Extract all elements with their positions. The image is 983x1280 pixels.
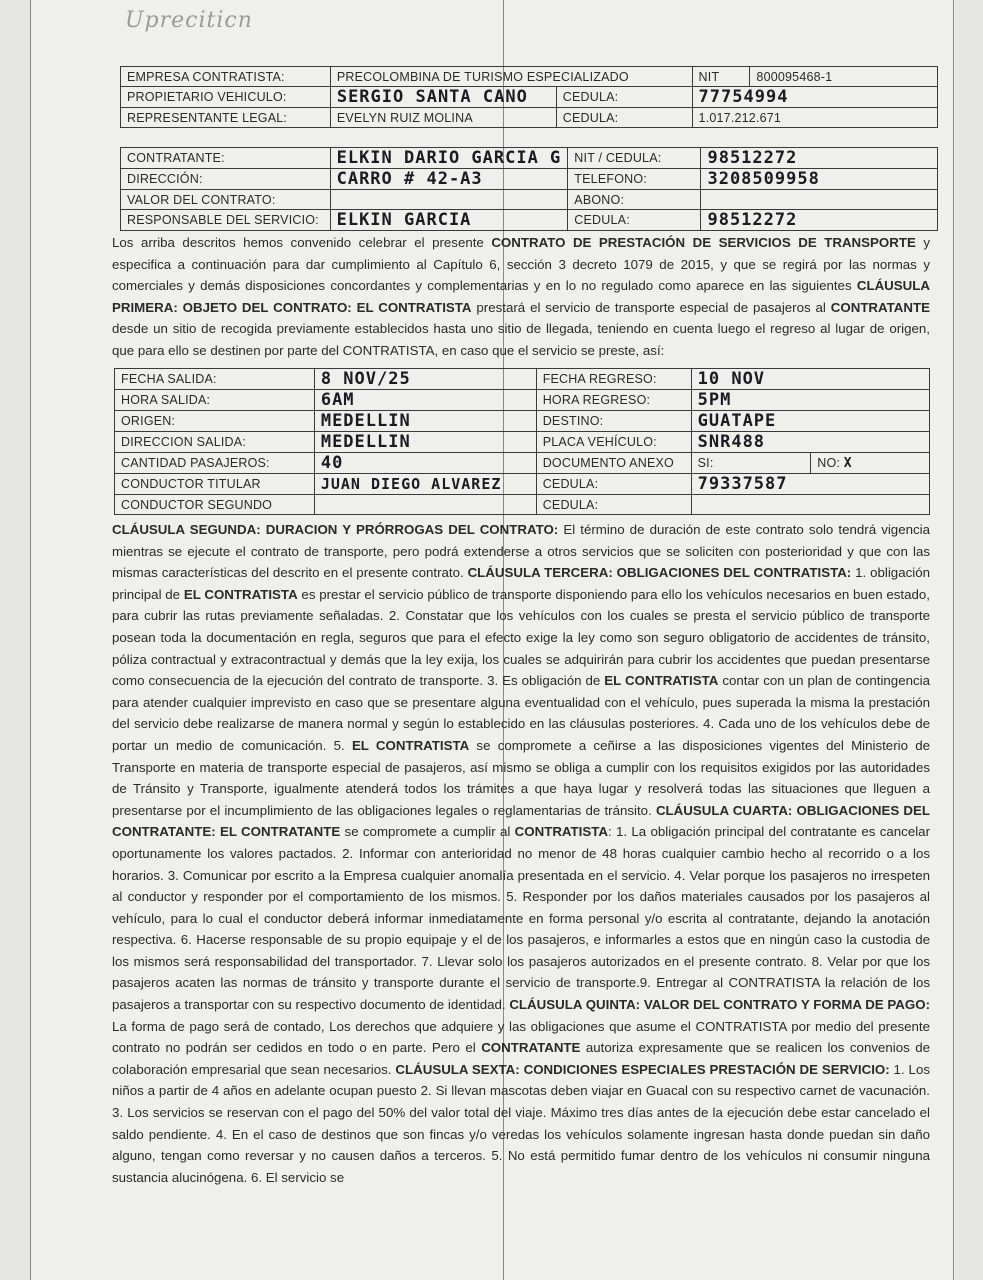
conductor-titular-label: CONDUCTOR TITULAR	[115, 474, 315, 495]
fecha-regreso-label: FECHA REGRESO:	[536, 369, 691, 390]
owner-cedula-value: 77754994	[692, 87, 937, 108]
placa-label: PLACA VEHÍCULO:	[536, 432, 691, 453]
cantidad-label: CANTIDAD PASAJEROS:	[115, 453, 315, 474]
no-cell	[811, 453, 930, 474]
contratista-label: EMPRESA CONTRATISTA:	[121, 67, 331, 87]
clause6-text: 1. Los niños a partir de 4 años en adelante ocupan puesto 2. Si llevan mascotas deben viajar en Guacal con su respectivo carnet de vacunación. 3. Los servicios se reservan con el pago del 50% del valor total del viaje. Máximo tres días antes de la ejecución debe estar cancelado el saldo pendiente. 4. En el caso de destinos que son fincas y/o veredas los vehículos solamente ingresan hasta donde puedan sin daño alguno, tengan como reversar y no causen daños a terceros. 5. No está permitido fumar dentro de los vehículos ni consumir ninguna sustancia alucinógena. 6. El servicio se	[112, 1061, 930, 1185]
nit-label: NIT	[692, 67, 750, 87]
header-scribble: Upreciticn	[125, 8, 253, 33]
si-label: SI:	[691, 453, 811, 474]
valor-value	[330, 190, 568, 210]
clause4-contratista: CONTRATISTA	[514, 824, 608, 840]
clause2-text: El término de duración de este contrato solo tendrá vigencia mientras se ejecute el contrato de transporte, pero podrá extenderse a otros servicios que se soliciten con posterioridad y que con las mismas características del descrito en el presente contrato.	[112, 522, 930, 581]
clause1-text-b: desde un sitio de recogida previamente establecidos hasta uno sitio de llegada, teniendo en cuenta luego el regreso al lugar de origen, que para ello se destinen por parte del CONTRATISTA, en caso que el servicio se preste, así:	[112, 321, 930, 358]
responsable-value: ELKIN GARCIA	[330, 210, 568, 231]
company-table	[120, 66, 938, 128]
nit-cedula-value: 98512272	[701, 148, 938, 169]
hora-salida-label: HORA SALIDA:	[115, 390, 315, 411]
cedula-segundo-value	[691, 495, 929, 515]
propietario-label: PROPIETARIO VEHICULO:	[121, 87, 331, 108]
hora-salida-value: 6AM	[314, 390, 536, 411]
direccion-salida-value: MEDELLIN	[314, 432, 536, 453]
clause1-title: CLÁUSULA PRIMERA: OBJETO DEL CONTRATO: EL CONTRATISTA	[112, 278, 930, 315]
origen-label: ORIGEN:	[115, 411, 315, 432]
clause3-text-d: se compromete a ceñirse a las disposiciones vigentes del Ministerio de Transporte en materia de transporte especial de pasajeros, así mismo se obliga a cumplir con los requisitos exigidos por las autoridades de Tránsito y Transporte, igualmente atenderá todos los trámites a que haya lugar y resolverá todas las situaciones que lleguen a presentarse por el incumplimiento de las obligaciones legales o reglamentarias de tránsito.	[112, 737, 930, 818]
hora-regreso-value: 5PM	[691, 390, 929, 411]
contract-title: CONTRATO DE PRESTACIÓN DE SERVICIOS DE TRANSPORTE	[491, 235, 916, 250]
cedula-segundo-label: CEDULA:	[536, 495, 691, 515]
responsable-cedula-value: 98512272	[701, 210, 938, 231]
responsable-cedula-label: CEDULA:	[568, 210, 701, 231]
clause5-title: CLÁUSULA QUINTA: VALOR DEL CONTRATO Y FORMA DE PAGO:	[509, 997, 930, 1013]
clause6-title: CLÁUSULA SEXTA: CONDICIONES ESPECIALES PRESTACIÓN DE SERVICIO:	[395, 1061, 890, 1077]
contratista-value: PRECOLOMBINA DE TURISMO ESPECIALIZADO	[330, 67, 692, 87]
destino-value: GUATAPE	[691, 411, 929, 432]
representante-value: EVELYN RUIZ MOLINA	[330, 108, 556, 128]
intro-text: Los arriba descritos hemos convenido celebrar el presente	[112, 235, 492, 250]
clause3-contratista-2: EL CONTRATISTA	[604, 673, 719, 689]
telefono-label: TELEFONO:	[568, 169, 701, 190]
direccion-label: DIRECCIÓN:	[121, 169, 331, 190]
clause2-title: CLÁUSULA SEGUNDA: DURACION Y PRÓRROGAS DEL CONTRATO:	[112, 522, 559, 537]
cantidad-value: 40	[314, 453, 536, 474]
clause1-text-a: prestará el servicio de transporte especial de pasajeros al	[471, 299, 831, 315]
contratante-label: CONTRATANTE:	[121, 148, 331, 169]
placa-value: SNR488	[691, 432, 929, 453]
clause3-text-c: contar con un plan de contingencia para atender cualquier imprevisto en caso que se presentare alguna eventualidad con el vehículo, pues superada la misma la prestación del servicio debe realizarse de manera normal y según lo establecido en las cláusulas posteriores. 4. Cada uno de los vehículos debe de portar un medio de comunicación. 5.	[112, 673, 930, 753]
cedula-titular-label: CEDULA:	[536, 474, 691, 495]
clause3-contratista-3: EL CONTRATISTA	[351, 737, 470, 753]
owner-cedula-label: CEDULA:	[556, 87, 692, 108]
intro-rest: y especifica a continuación para dar cumplimiento al Capítulo 6, sección 3 decreto 1079 de 2015, y que se regirá por las normas y comerciales y demás disposiciones concordantes y complementarias y en lo no regulado como aparece en las siguientes	[112, 235, 930, 294]
conductor-segundo-label: CONDUCTOR SEGUNDO	[115, 495, 315, 515]
propietario-value: SERGIO SANTA CANO	[330, 87, 556, 108]
abono-value	[701, 190, 938, 210]
fecha-regreso-value: 10 NOV	[691, 369, 929, 390]
client-table	[120, 147, 938, 231]
conductor-segundo-value	[314, 495, 536, 515]
clause4-text-b: : 1. La obligación principal del contratante es cancelar oportunamente los valores pactados. 2. Informar con anterioridad no menor de 48 horas cualquier cambio hecho al recorrido o a los horarios. 3. Comunicar por escrito a la Empresa cualquier anomalía presentada en el servicio. 4. Velar porque los pasajeros no irrespeten al conductor y responder por el comportamiento de los mismos. 5. Responder por los daños materiales causados por los pasajeros al vehículo, para lo cual el conductor deberá informar inmediatamente en forma personal y/o escrita al contratante, dejando la anotación respectiva. 6. Hacerse responsable de su propio equipaje y el de los pasajeros, e informarles a estos que en ningún caso la custodia de los mismos será responsabilidad del transportador. 7. Llevar solo los pasajeros autorizados en el presente contrato. 8. Velar por que los pasajeros acaten las normas de tránsito y transporte durante el servicio de transporte.9. Entregar al CONTRATISTA la relación de los pasajeros a transportar con su respectivo documento de identidad.	[112, 824, 930, 1013]
direccion-salida-label: DIRECCION SALIDA:	[115, 432, 315, 453]
responsable-label: RESPONSABLE DEL SERVICIO:	[121, 210, 331, 231]
conductor-titular-value: JUAN DIEGO ALVAREZ	[314, 474, 536, 495]
nit-cedula-label: NIT / CEDULA:	[568, 148, 701, 169]
cedula-titular-value: 79337587	[691, 474, 929, 495]
direccion-value: CARRO # 42-A3	[330, 169, 568, 190]
clause3-title: CLÁUSULA TERCERA: OBLIGACIONES DEL CONTRATISTA:	[467, 565, 852, 581]
clause3-text-a: 1. obligación principal de	[112, 565, 930, 602]
clause4-title: CLÁUSULA CUARTA: OBLIGACIONES DEL CONTRATANTE: EL CONTRATANTE	[112, 802, 930, 840]
contratante-value: ELKIN DARIO GARCIA G	[330, 148, 568, 169]
destino-label: DESTINO:	[536, 411, 691, 432]
documento-label: DOCUMENTO ANEXO	[536, 453, 691, 474]
fold-line-left	[30, 0, 31, 1280]
hora-regreso-label: HORA REGRESO:	[536, 390, 691, 411]
clause4-text-a: se compromete a cumplir al	[340, 824, 515, 840]
intro-paragraph	[112, 232, 930, 366]
origen-value: MEDELLIN	[314, 411, 536, 432]
rep-cedula-label: CEDULA:	[556, 108, 692, 128]
fold-line-right	[953, 0, 954, 1280]
trip-table	[114, 368, 930, 515]
rep-cedula-value: 1.017.212.671	[692, 108, 937, 128]
clause5-text-b: autoriza expresamente que se realicen los convenios de colaboración empresarial que sean necesarios.	[112, 1040, 930, 1077]
clause3-text-b: es prestar el servicio público de transporte disponiendo para ello los vehículos necesarios en buen estado, para cubrir las rutas previamente señaladas. 2. Constatar que los vehículos con los cuales se presta el servicio público de transporte posean toda la documentación en regla, seguros que para el efecto exige la ley como son seguro obligatorio de accidentes de tránsito, póliza contractual y extracontractual y demás que la ley exija, los cuales se adquirirán para cubrir los accidentes que puedan presentarse como consecuencia de la ejecución del contrato de transporte. 3. Es obligación de	[112, 586, 930, 689]
telefono-value: 3208509958	[701, 169, 938, 190]
contratante-word: CONTRATANTE	[830, 299, 930, 315]
no-label: NO:	[817, 455, 841, 470]
clauses-paragraph	[112, 519, 930, 1199]
fecha-salida-label: FECHA SALIDA:	[115, 369, 315, 390]
clause5-text-a: La forma de pago será de contado, Los derechos que adquiere y las obligaciones que asume el CONTRATISTA por medio del presente contrato no podrán ser cedidos en todo o en parte. Pero el	[112, 1018, 930, 1056]
no-mark: X	[843, 455, 853, 471]
nit-value: 800095468-1	[750, 67, 938, 87]
clause5-contratante: CONTRATANTE	[481, 1040, 581, 1056]
clause3-contratista-1: EL CONTRATISTA	[183, 586, 298, 602]
representante-label: REPRESENTANTE LEGAL:	[121, 108, 331, 128]
fecha-salida-value: 8 NOV/25	[314, 369, 536, 390]
abono-label: ABONO:	[568, 190, 701, 210]
valor-label: VALOR DEL CONTRATO:	[121, 190, 331, 210]
